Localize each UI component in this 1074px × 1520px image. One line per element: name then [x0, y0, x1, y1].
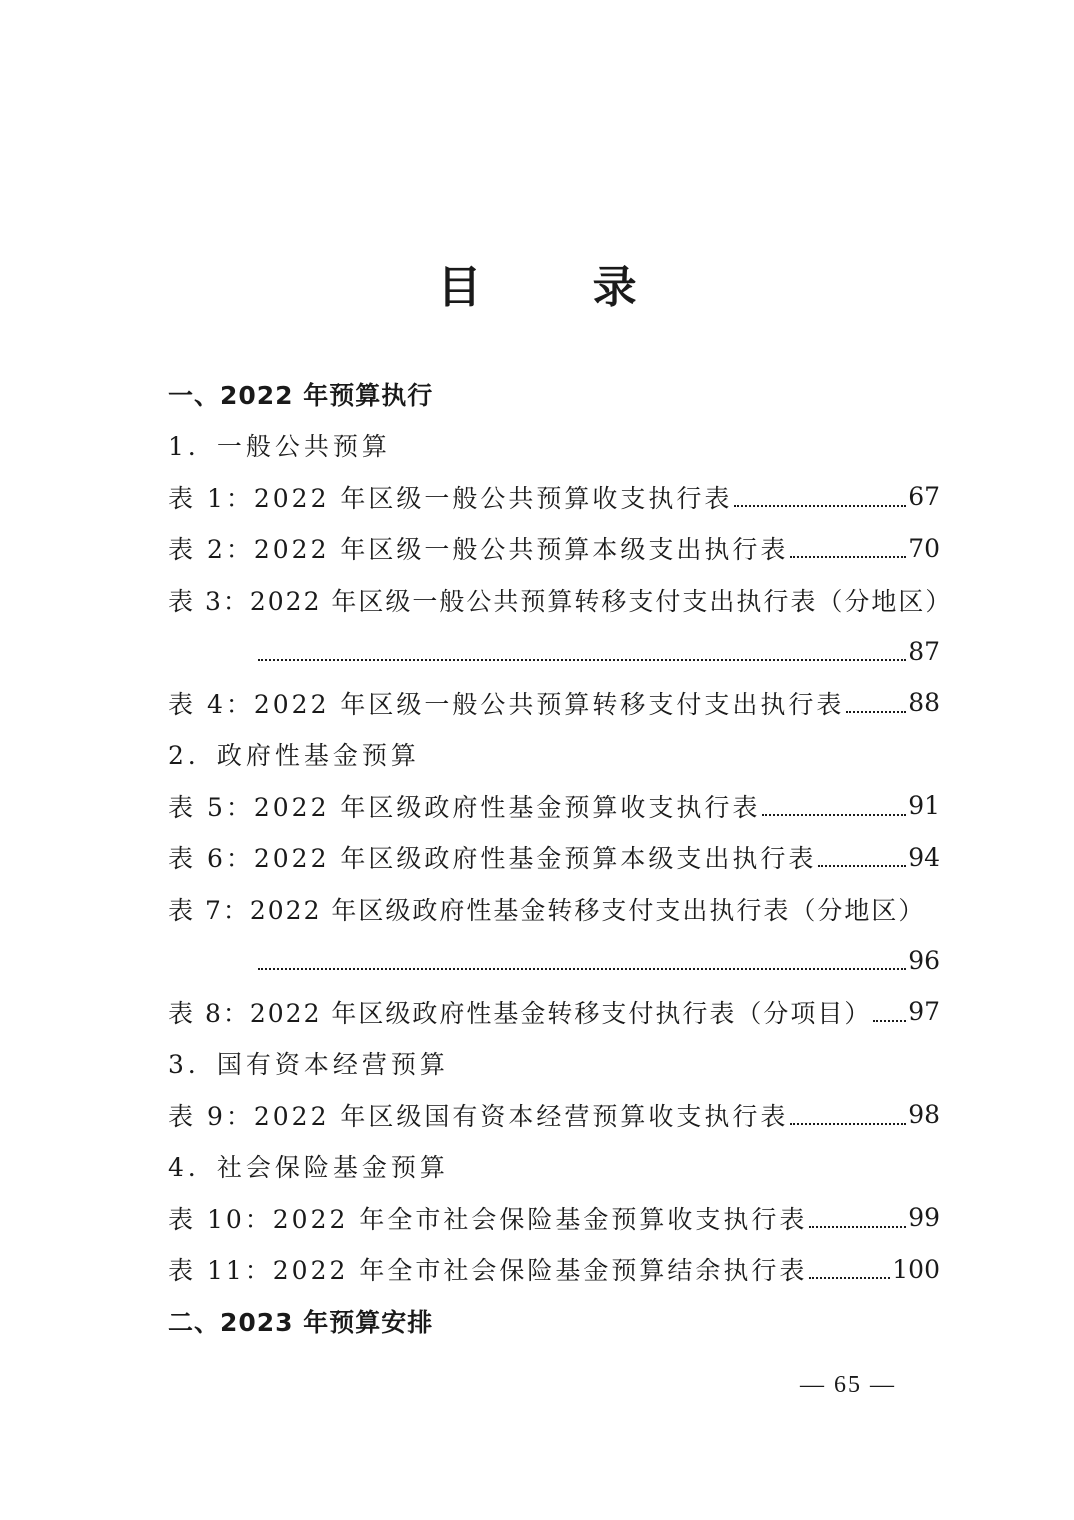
dot-leader [809, 1276, 890, 1279]
toc-entry-label: 表 11：2022 年全市社会保险基金预算结余执行表 [168, 1256, 808, 1286]
dot-leader [762, 813, 906, 816]
toc-entry-page: 87 [908, 636, 940, 666]
toc-entry-page: 70 [908, 533, 940, 563]
toc-entry[interactable] [168, 1192, 940, 1244]
dot-leader [809, 1225, 906, 1228]
toc-entry-label: 表 2：2022 年区级一般公共预算本级支出执行表 [168, 535, 789, 565]
toc-section-heading: 二、2023 年预算安排 [168, 1307, 434, 1337]
toc-entry-page: 96 [908, 945, 940, 975]
toc-entry-continuation[interactable] [168, 935, 940, 987]
toc-entry[interactable] [168, 883, 940, 935]
toc-entry-page: 88 [908, 688, 940, 718]
toc-entry[interactable] [168, 1244, 940, 1296]
toc-entry-label: 表 3：2022 年区级一般公共预算转移支付支出执行表（分地区） [168, 586, 953, 616]
dot-leader [818, 864, 906, 867]
toc-entry-page: 97 [908, 997, 940, 1027]
toc-entry-label: 表 6：2022 年区级政府性基金预算本级支出执行表 [168, 844, 817, 874]
toc-entry-page: 99 [908, 1203, 940, 1233]
dot-leader [790, 555, 906, 558]
toc-entry-page: 98 [908, 1100, 940, 1130]
toc-entry-page: 67 [908, 482, 940, 512]
toc-entry-label: 表 10：2022 年全市社会保险基金预算收支执行表 [168, 1204, 808, 1234]
toc-entry-page: 100 [892, 1254, 940, 1284]
toc-subsection-heading: 1．一般公共预算 [168, 432, 391, 462]
dot-leader [873, 1019, 906, 1022]
toc-subsection-heading: 4．社会保险基金预算 [168, 1153, 449, 1183]
toc-entry-label: 表 5：2022 年区级政府性基金预算收支执行表 [168, 792, 761, 822]
dot-leader [258, 967, 906, 970]
dot-leader [734, 504, 906, 507]
toc-entry[interactable] [168, 471, 940, 523]
toc-entry-label: 表 1：2022 年区级一般公共预算收支执行表 [168, 483, 733, 513]
toc-entry-continuation[interactable] [168, 626, 940, 678]
toc-entry-label: 表 9：2022 年区级国有资本经营预算收支执行表 [168, 1101, 789, 1131]
toc-subsection-heading: 2．政府性基金预算 [168, 741, 420, 771]
toc-entry[interactable] [168, 832, 940, 884]
table-of-contents [168, 368, 953, 1347]
toc-entry[interactable] [168, 677, 940, 729]
toc-entry[interactable] [168, 574, 953, 626]
dot-leader [846, 710, 906, 713]
page-title: 目 录 [437, 262, 685, 313]
toc-entry-page: 91 [908, 791, 940, 821]
toc-entry-label: 表 8：2022 年区级政府性基金转移支付执行表（分项目） [168, 998, 872, 1028]
toc-entry-label: 表 7：2022 年区级政府性基金转移支付支出执行表（分地区） [168, 895, 926, 925]
toc-entry[interactable] [168, 523, 940, 575]
toc-entry[interactable] [168, 780, 940, 832]
dot-leader [790, 1122, 906, 1125]
toc-entry-label: 表 4：2022 年区级一般公共预算转移支付支出执行表 [168, 689, 845, 719]
page-number: — 65 — [800, 1372, 896, 1398]
toc-section-heading: 一、2022 年预算执行 [168, 380, 434, 410]
toc-entry[interactable] [168, 1089, 940, 1141]
toc-entry-page: 94 [908, 842, 940, 872]
toc-entry[interactable] [168, 986, 940, 1038]
toc-subsection-heading: 3．国有资本经营预算 [168, 1050, 449, 1080]
dot-leader [258, 658, 906, 661]
